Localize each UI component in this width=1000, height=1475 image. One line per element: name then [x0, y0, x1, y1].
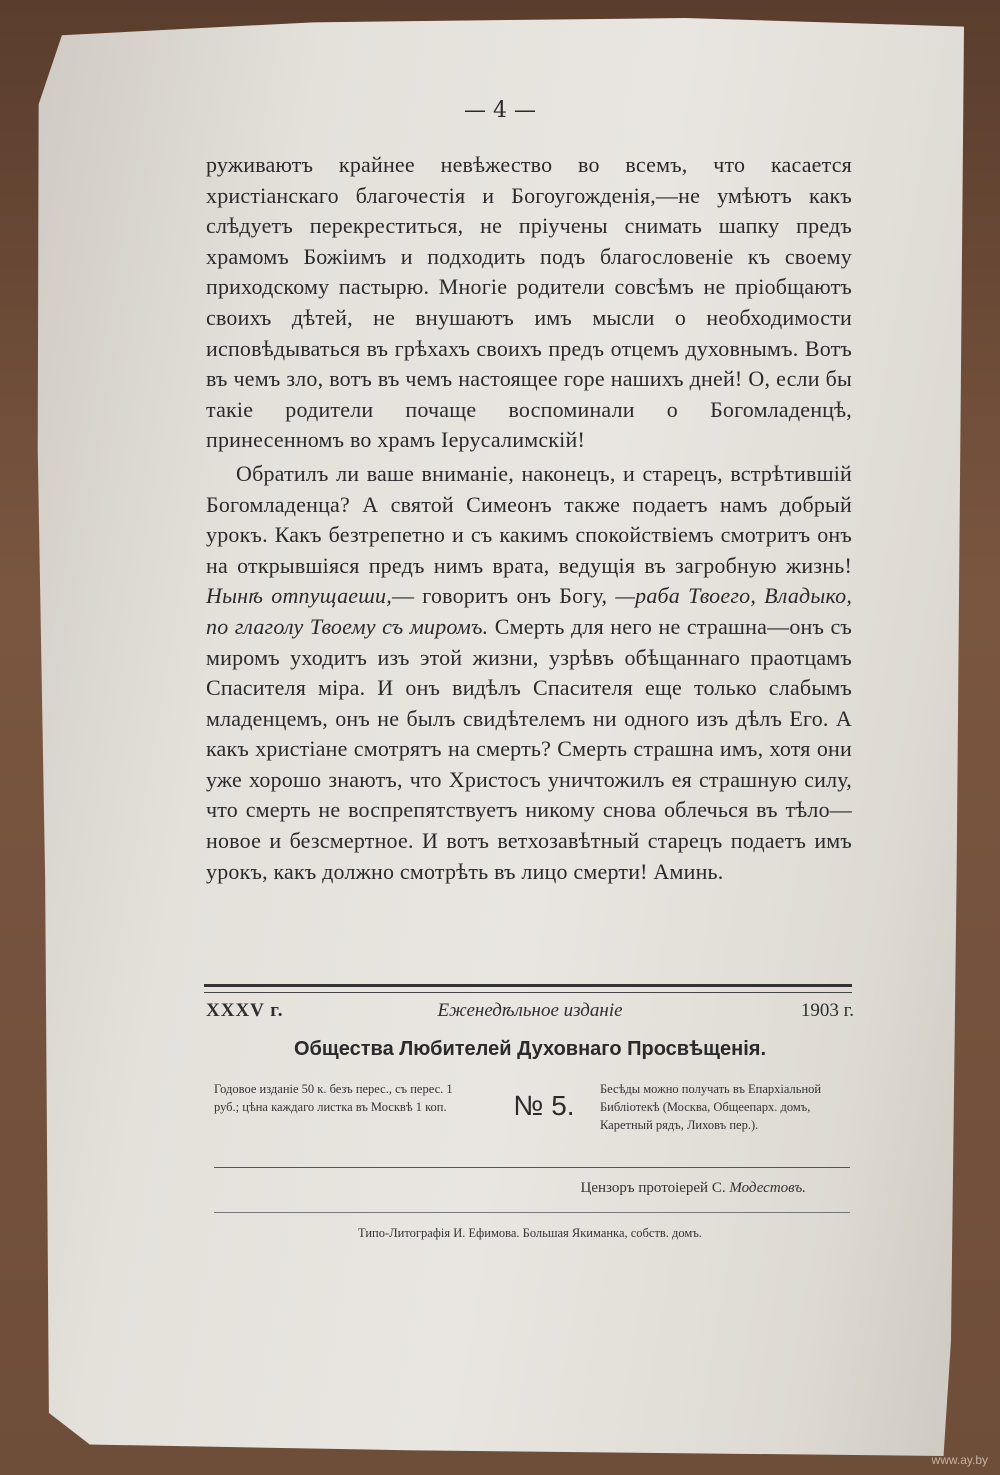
colophon-divider — [204, 984, 852, 993]
censor-name: Модестовъ. — [729, 1180, 806, 1196]
availability-info: Бесѣды можно получать въ Епархіальной Библіотекѣ (Москва, Общеепарх. домъ, Каретный рядъ, Лиховъ пер.). — [600, 1082, 822, 1132]
scripture-quote-b: —раба Твоего, Владыко, по глаголу Твоему съ миромъ. — [206, 583, 853, 639]
paragraph-1 — [206, 150, 852, 456]
watermark: www.ay.by — [931, 1453, 988, 1467]
year-label: 1903 г. — [800, 1000, 854, 1021]
paragraph-2 — [206, 459, 852, 887]
page-number: — 4 — — [464, 98, 536, 123]
paragraph-2-text-b: — говоритъ онъ Богу, — [391, 583, 616, 609]
scripture-quote-a: Нынѣ отпущаеши, — [206, 583, 392, 609]
printer-imprint: Типо-Литографія И. Ефимова. Большая Якиманка, собств. домъ. — [358, 1226, 702, 1240]
edition-type: Еженедѣльное изданіе — [437, 1000, 623, 1021]
thin-divider-2 — [214, 1212, 850, 1213]
paragraph-1-text: руживаютъ крайнее невѣжество во всемъ, что касается христіанскаго благочестія и Богоугожденія,—не умѣютъ какъ слѣдуетъ перекреститься, не пріучены снимать шапку предъ храмомъ Божіимъ и подходить подъ благословеніе къ своему приходскому пастырю. Многіе родители совсѣмъ не пріобщаютъ своихъ дѣтей, не внушаютъ имъ мысли о необходимости исповѣдываться въ грѣхахъ своихъ предъ отцемъ духовнымъ. Вотъ въ чемъ зло, вотъ въ чемъ настоящее горе нашихъ дней! О, если бы такіе родители почаще воспоминали о Богомладенцѣ, принесенномъ во храмъ Іерусалимскій! — [206, 152, 852, 453]
censor-line — [206, 1180, 806, 1197]
price-info: Годовое изданіе 50 к. безъ перес., съ перес. 1 руб.; цѣна каждаго листка въ Москвѣ 1 коп. — [214, 1082, 453, 1114]
paragraph-2-text-a: Обратилъ ли ваше вниманіе, наконецъ, и старецъ, встрѣтившій Богомладенца? А святой Симеонъ также подаетъ намъ добрый урокъ. Какъ безтрепетно и съ какимъ спокойствіемъ смотритъ онъ на открывшіяся предъ нимъ врата, ведущія въ загробную жизнь! — [206, 460, 852, 578]
paragraph-2-text-c: Смерть для него не страшна—онъ съ миромъ уходитъ изъ этой жизни, узрѣвъ обѣщаннаго праотцамъ Спасителя міра. И онъ видѣлъ Спасителя еще только слабымъ младенцемъ, онъ не былъ свидѣтелемъ ни одного изъ дѣлъ Его. А какъ христіане смотрятъ на смерть? Смерть страшна имъ, хотя они уже хорошо знаютъ, что Христосъ уничтожилъ ея страшную силу, что смерть не воспрепятствуетъ никому снова облечься въ тѣло—новое и безсмертное. И вотъ ветхозавѣтный старецъ подаетъ имъ урокъ, какъ должно смотрѣть въ лицо смерти! Аминь. — [206, 613, 852, 884]
society-name: Общества Любителей Духовнаго Просвѣщенія. — [293, 1038, 767, 1060]
thin-divider — [214, 1167, 850, 1168]
issue-number: № 5. — [513, 1090, 575, 1121]
sermon-body — [206, 150, 852, 887]
censor-prefix: Цензоръ протоіерей С. — [580, 1180, 730, 1196]
volume-label: XXXV г. — [206, 1000, 284, 1021]
